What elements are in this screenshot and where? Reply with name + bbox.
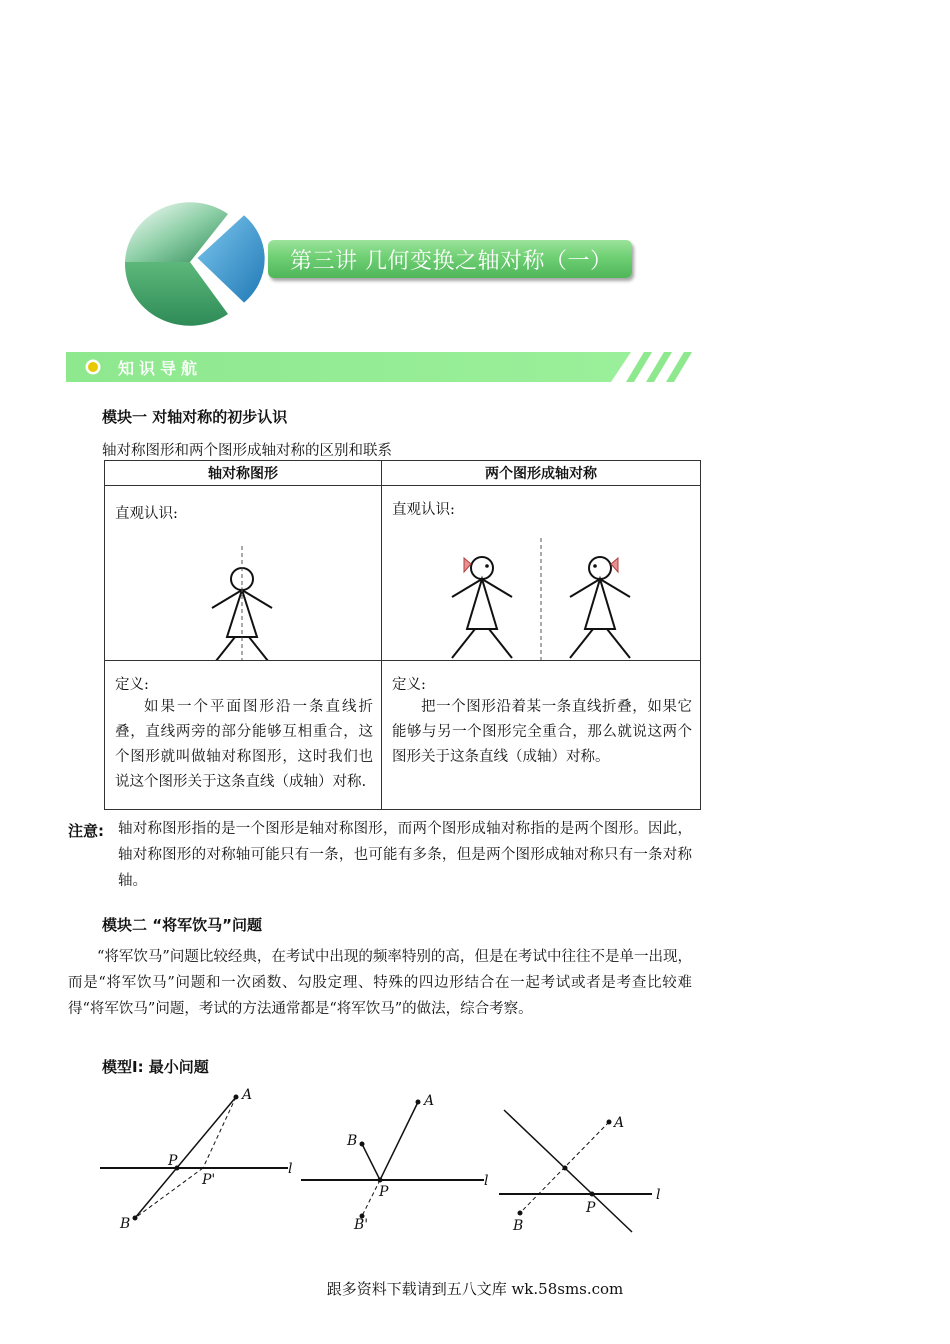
d1-label-A: A xyxy=(242,1087,253,1103)
d2-label-A: A xyxy=(424,1093,435,1109)
two-figures-definition: 把一个图形沿着某一条直线折叠，如果它能够与另一个图形完全重合，那么就说这两个图形关于这条直线（成轴）对称。 xyxy=(392,699,692,765)
comparison-table xyxy=(104,460,701,810)
intuitive-label: 直观认识: xyxy=(392,502,455,518)
chapter-title-bar xyxy=(268,240,632,278)
symmetric-stick-figure-icon xyxy=(105,486,381,660)
d2-label-P: P xyxy=(379,1184,389,1200)
diagram-2 xyxy=(296,1082,496,1242)
d1-label-P: P xyxy=(168,1153,178,1169)
d1-label-P-prime: P' xyxy=(202,1172,216,1188)
table-header-two-figures: 两个图形成轴对称 xyxy=(382,461,701,486)
module1-heading: 模块一 对轴对称的初步认识 xyxy=(102,408,288,426)
footer-text: 跟多资料下载请到五八文库 wk.58sms.com xyxy=(326,1280,624,1298)
d3-label-A: A xyxy=(614,1115,625,1131)
cell-intuitive-2 xyxy=(382,486,701,661)
d3-label-P: P xyxy=(586,1200,596,1216)
chapter-logo-icon xyxy=(120,196,270,326)
d2-label-B: B xyxy=(347,1133,358,1149)
model1-heading: 模型I: 最小问题 xyxy=(102,1058,209,1076)
definition-label: 定义: xyxy=(392,677,426,693)
chapter-title: 第三讲 几何变换之轴对称（一） xyxy=(290,249,613,274)
d2-label-l: l xyxy=(484,1173,489,1189)
d2-label-B-prime: B' xyxy=(354,1217,369,1233)
module1-subtitle: 轴对称图形和两个图形成轴对称的区别和联系 xyxy=(102,443,392,459)
diagram-3 xyxy=(494,1082,694,1242)
cell-definition-1 xyxy=(105,661,382,810)
cell-intuitive-1 xyxy=(105,486,382,661)
section-nav-label: 知识导航 xyxy=(118,359,203,378)
d3-label-B: B xyxy=(513,1218,524,1234)
module2-paragraph: “将军饮马”问题比较经典，在考试中出现的频率特别的高，但是在考试中往往不是单一出现，而是“将军饮马”问题和一次函数、勾股定理、特殊的四边形结合在一起考试或者是考查比较难得“将军饮马”问题，考试的方法通常都是“将军饮马”的做法，综合考察。 xyxy=(68,949,692,1017)
cell-definition-2 xyxy=(382,661,701,810)
diagram-1 xyxy=(95,1082,295,1242)
d1-label-B: B xyxy=(120,1216,131,1232)
definition-label: 定义: xyxy=(115,677,149,693)
note-label: 注意: xyxy=(68,822,104,840)
d1-label-l: l xyxy=(288,1161,293,1177)
mirrored-stick-figures-icon xyxy=(382,486,702,660)
module2-heading: 模块二 “将军饮马”问题 xyxy=(102,916,262,934)
d3-label-l: l xyxy=(656,1187,661,1203)
intuitive-label: 直观认识: xyxy=(115,506,178,522)
table-header-axial-figure: 轴对称图形 xyxy=(105,461,382,486)
note-text: 轴对称图形指的是一个图形是轴对称图形，而两个图形成轴对称指的是两个图形。因此，轴对称图形的对称轴可能只有一条，也可能有多条，但是两个图形成轴对称只有一条对称轴。 xyxy=(118,821,692,889)
axial-figure-definition: 如果一个平面图形沿一条直线折叠，直线两旁的部分能够互相重合，这个图形就叫做轴对称图形，这时我们也说这个图形关于这条直线（成轴）对称. xyxy=(115,699,373,790)
